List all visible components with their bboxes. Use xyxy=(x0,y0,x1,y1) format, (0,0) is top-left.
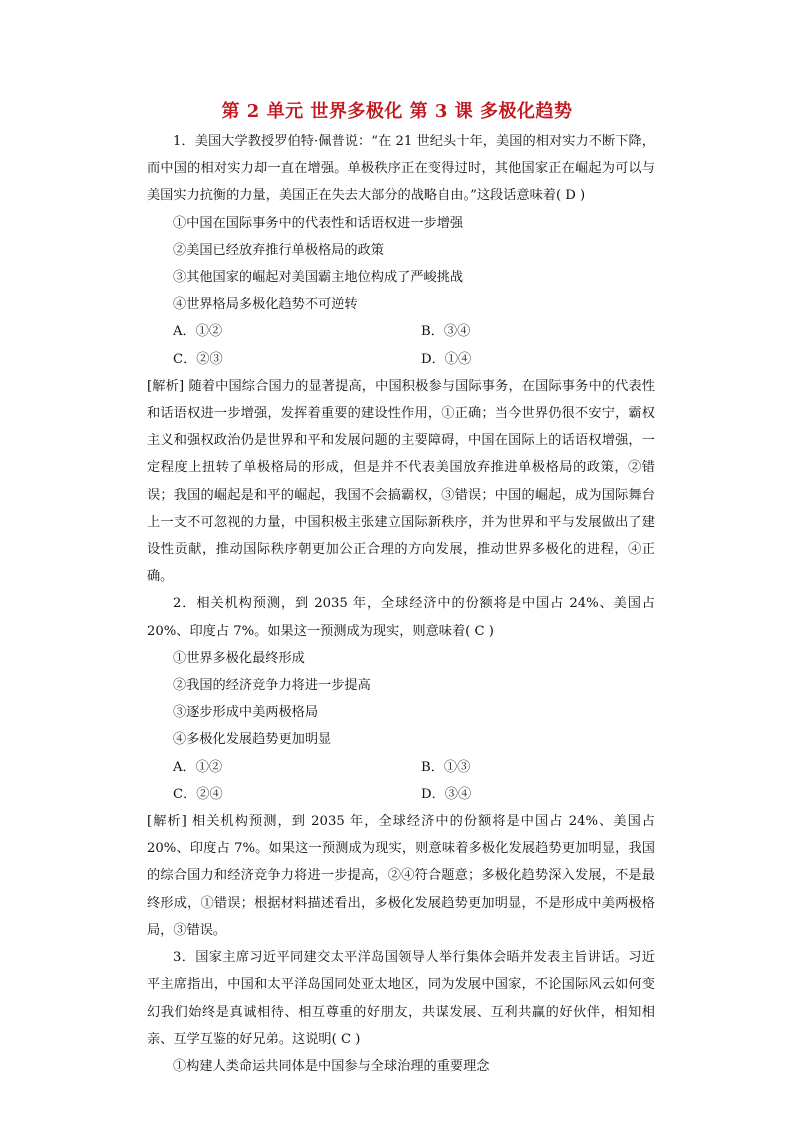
question-2-item-1: ①世界多极化最终形成 xyxy=(173,650,305,666)
question-1-options-row-1 xyxy=(147,318,655,345)
option-b: B．①③ xyxy=(421,759,471,775)
option-d: D．①④ xyxy=(421,351,472,367)
question-3-stem: 3．国家主席习近平同建交太平洋岛国领导人举行集体会晤并发表主旨讲话。习近平主席指出，中国和太平洋岛国同处亚太地区，同为发展中国家，不论国际风云如何变幻我们始终是真诚相待、相互尊重的好朋友，共谋发展、互利共赢的好伙伴，相知相亲、互学互鉴的好兄弟。这说明( C ) xyxy=(147,950,655,1047)
question-2-options-row-1 xyxy=(147,754,655,781)
question-1-item-4: ④世界格局多极化趋势不可逆转 xyxy=(173,297,358,313)
option-a: A．①② xyxy=(173,759,223,775)
question-2-item-2: ②我国的经济竞争力将进一步提高 xyxy=(173,678,371,694)
question-3-item-1: ①构建人类命运共同体是中国参与全球治理的重要理念 xyxy=(173,1058,490,1074)
option-c: C．②④ xyxy=(173,786,223,802)
question-1-stem: 1．美国大学教授罗伯特·佩普说：“在 21 世纪头十年，美国的相对实力不断下降，而中国的相对实力却一直在增强。单极秩序正在变得过时，其他国家正在崛起为可以与美国实力抗衡的力量，美国正在失去大部分的战略自由。”这段话意味着( D ) xyxy=(147,134,655,204)
document-body xyxy=(147,128,655,1080)
question-2-item-3: ③逐步形成中美两极格局 xyxy=(173,705,319,721)
question-1-item-1: ①中国在国际事务中的代表性和话语权进一步增强 xyxy=(173,215,464,231)
question-1-options-row-2 xyxy=(147,346,655,373)
question-2-item-4: ④多极化发展趋势更加明显 xyxy=(173,732,332,748)
question-2-stem: 2．相关机构预测，到 2035 年，全球经济中的份额将是中国占 24%、美国占 20%、印度占 7%。如果这一预测成为现实，则意味着( C ) xyxy=(147,596,655,639)
question-1-item-3: ③其他国家的崛起对美国霸主地位构成了严峻挑战 xyxy=(173,270,464,286)
option-c: C．②③ xyxy=(173,351,223,367)
question-2-analysis: [解析] 相关机构预测，到 2035 年，全球经济中的份额将是中国占 24%、美国占 20%、印度占 7%。如果这一预测成为现实，则意味着多极化发展趋势更加明显，我国的综合国力和经济竞争力将进一步提高，②④符合题意；多极化趋势深入发展，不是最终形成，①错误；根据材料描述看出，多极化发展趋势更加明显，不是形成中美两极格局，③错误。 xyxy=(147,814,655,938)
question-1-item-2: ②美国已经放弃推行单极格局的政策 xyxy=(173,242,384,258)
option-b: B．③④ xyxy=(421,324,471,340)
question-1-analysis: [解析] 随着中国综合国力的显著提高，中国积极参与国际事务，在国际事务中的代表性和话语权进一步增强，发挥着重要的建设性作用，①正确；当今世界仍很不安宁，霸权主义和强权政治仍是世界和平和发展问题的主要障碍，中国在国际上的话语权增强，一定程度上扭转了单极格局的形成，但是并不代表美国放弃推进单极格局的政策，②错误；我国的崛起是和平的崛起，我国不会搞霸权，③错误；中国的崛起，成为国际舞台上一支不可忽视的力量，中国积极主张建立国际新秩序，并为世界和平与发展做出了建设性贡献，推动国际秩序朝更加公正合理的方向发展，推动世界多极化的进程，④正确。 xyxy=(147,378,655,585)
option-d: D．③④ xyxy=(421,786,472,802)
page-title: 第 2 单元 世界多极化 第 3 课 多极化趋势 xyxy=(221,101,573,122)
question-2-options-row-2 xyxy=(147,781,655,808)
option-a: A．①② xyxy=(173,324,223,340)
